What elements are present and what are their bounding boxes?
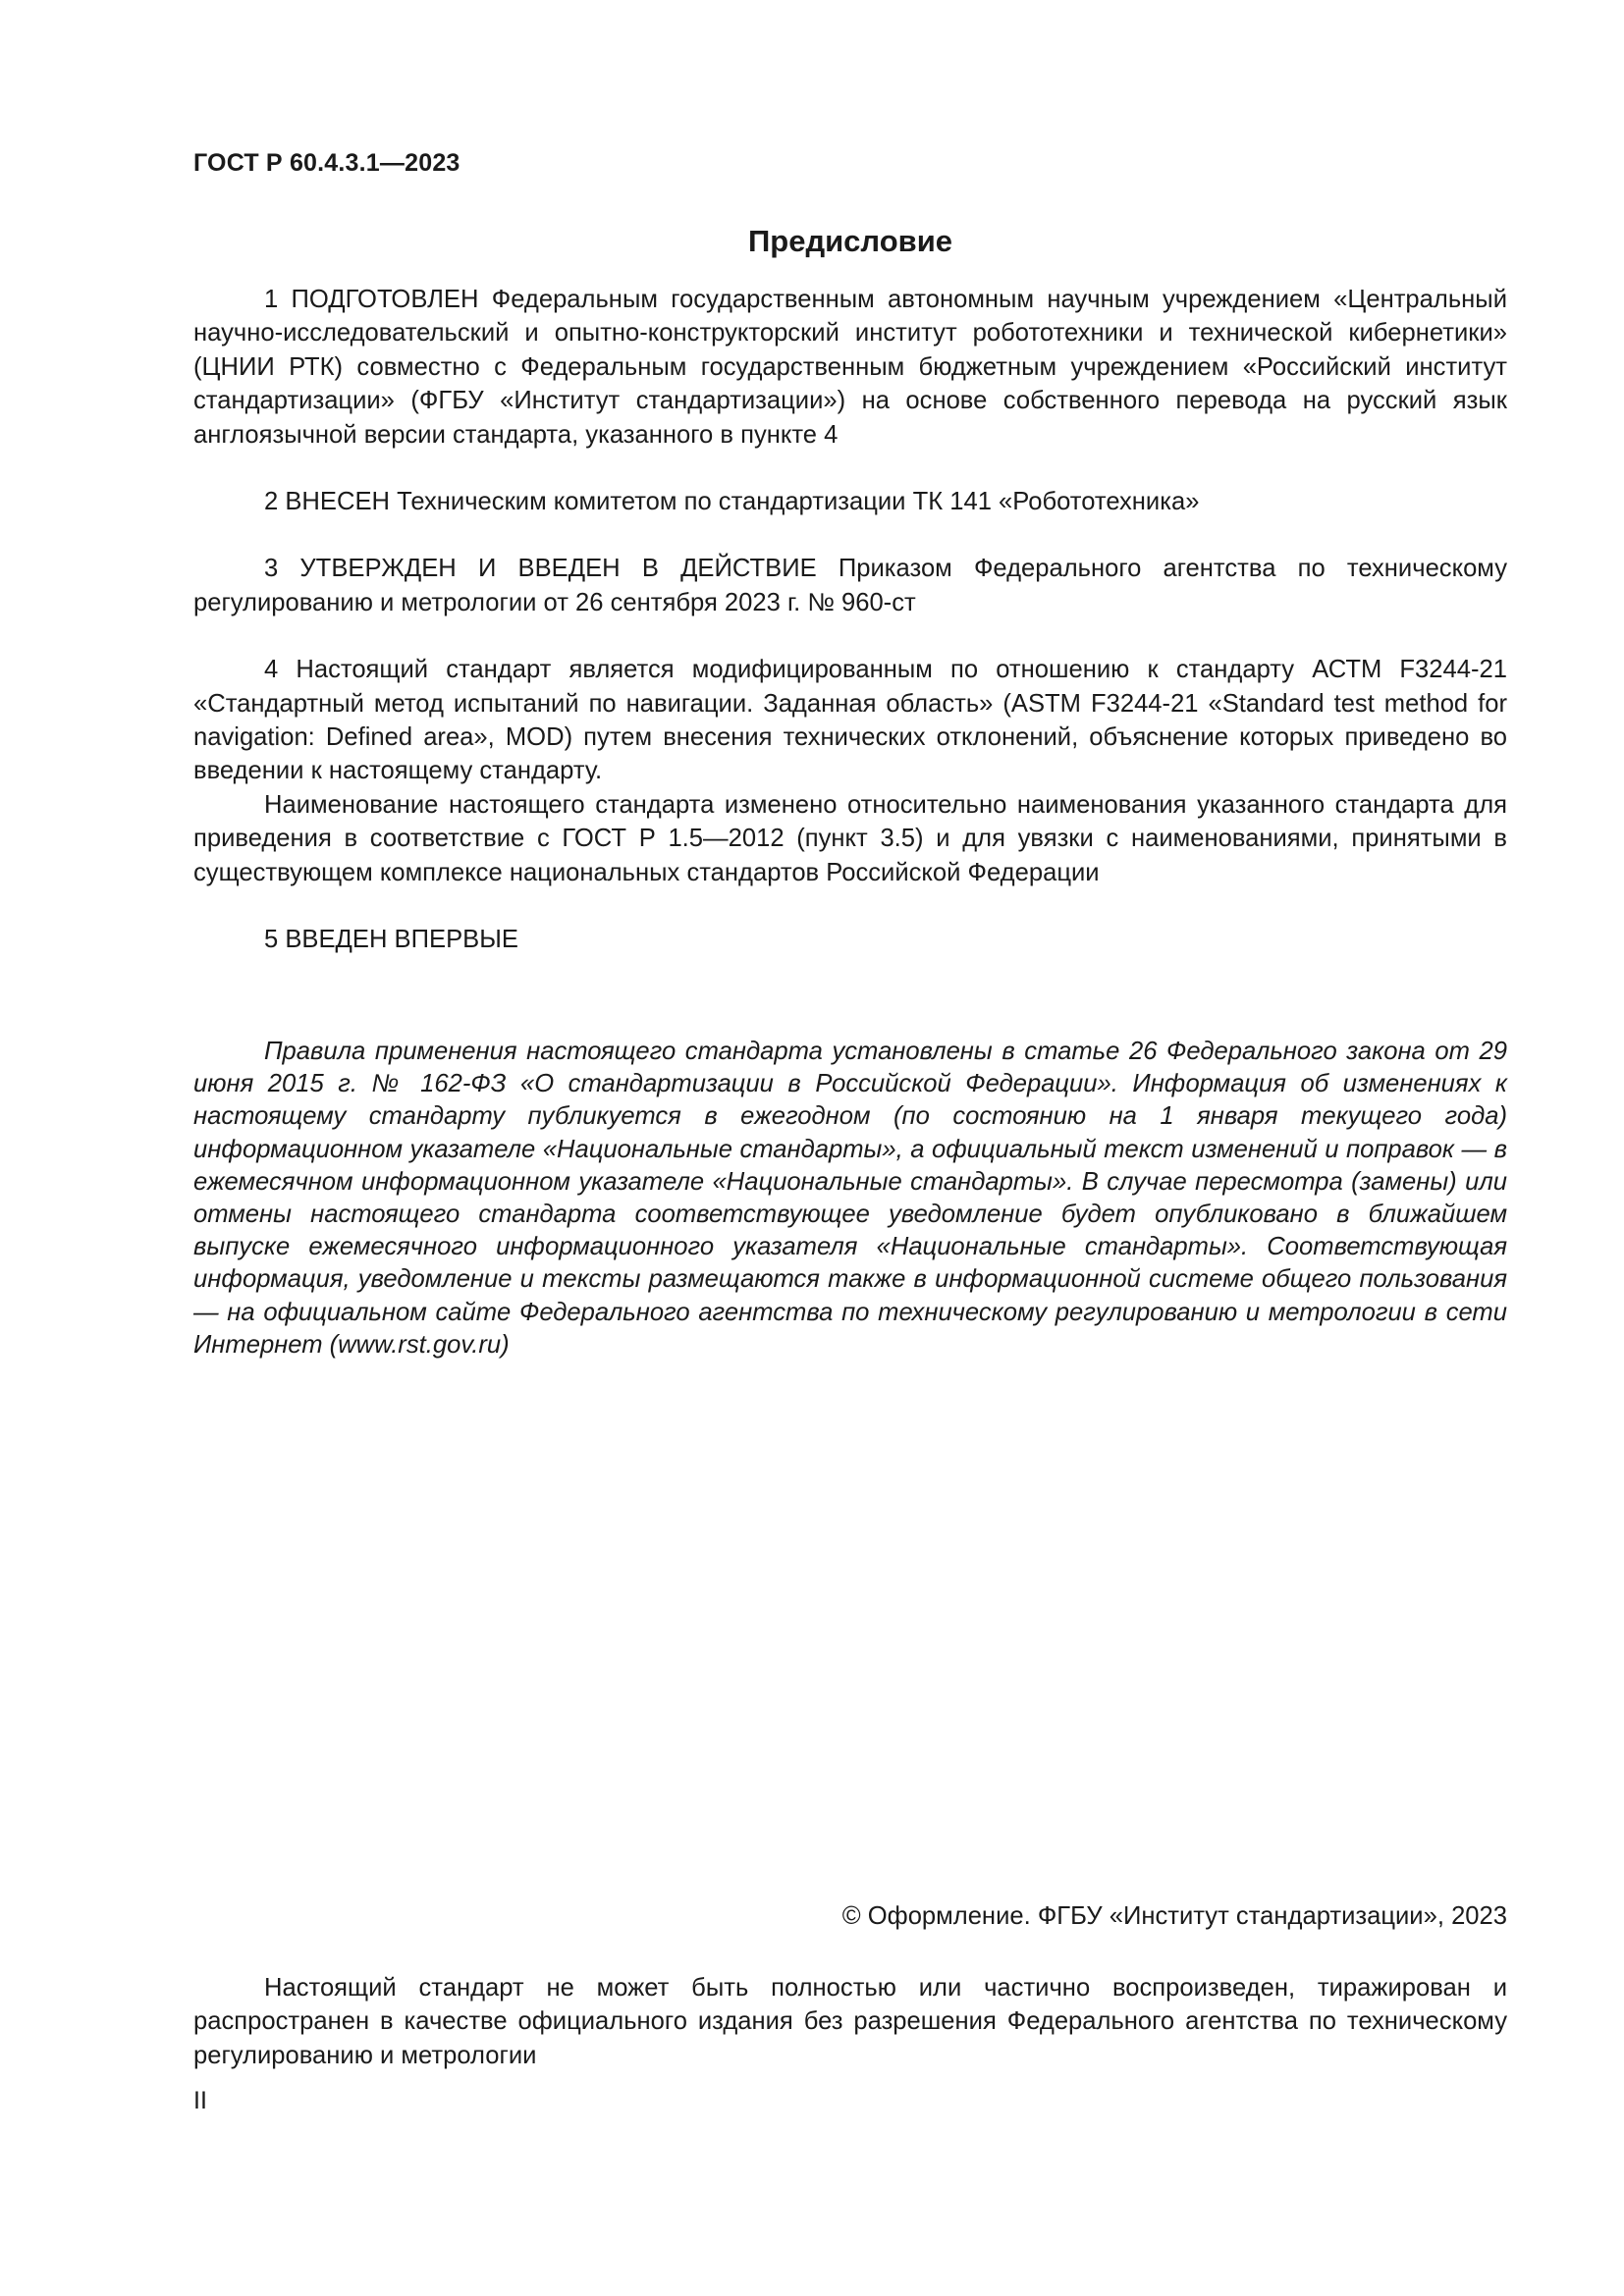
foreword-body	[193, 283, 1507, 957]
paragraph-name-change: Наименование настоящего стандарта изменено относительно наименования указанного стандарта для приведения в соответствие с ГОСТ Р 1.5—2012 (пункт 3.5) и для увязки с наименованиями, принятыми в существующем комплексе национальных стандартов Российской Федерации	[193, 790, 1507, 886]
page-number: II	[193, 2087, 207, 2114]
page-title: Предисловие	[747, 224, 952, 258]
paragraph-first-time: 5 ВВЕДЕН ВПЕРВЫЕ	[264, 926, 518, 954]
paragraph-introduced: 2 ВНЕСЕН Техническим комитетом по стандартизации ТК 141 «Робототехника»	[264, 488, 1200, 516]
paragraph-modified: 4 Настоящий стандарт является модифицированным по отношению к стандарту АСТМ F3244-21 «Стандартный метод испытаний по навигации. Заданная область» (ASTM F3244-21 «Standard test method for navigation: Defined area», MOD) путем внесения технических отклонений, объяснение которых приведено во введении к настоящему стандарту.	[193, 656, 1507, 785]
paragraph-approved: 3 УТВЕРЖДЕН И ВВЕДЕН В ДЕЙСТВИЕ Приказом Федерального агентства по техническому регулированию и метрологии от 26 сентября 2023 г. № 960-ст	[193, 555, 1507, 616]
reproduction-notice: Настоящий стандарт не может быть полностью или частично воспроизведен, тиражирован и распространен в качестве официального издания без разрешения Федерального агентства по техническому регулированию и метрологии	[193, 1974, 1507, 2069]
copyright-line: © Оформление. ФГБУ «Институт стандартизации», 2023	[841, 1902, 1507, 1930]
paragraph-prepared: 1 ПОДГОТОВЛЕН Федеральным государственным автономным научным учреждением «Центральный научно-исследовательский и опытно-конструкторский институт робототехники и технической кибернетики» (ЦНИИ РТК) совместно с Федеральным государственным бюджетным учреждением «Российский институт стандартизации» (ФГБУ «Институт стандартизации») на основе собственного перевода на русский язык англоязычной версии стандарта, указанного в пункте 4	[193, 286, 1507, 449]
document-code: ГОСТ Р 60.4.3.1—2023	[193, 149, 460, 177]
application-rules-notice: Правила применения настоящего стандарта установлены в статье 26 Федерального закона от 29 июня 2015 г. № 162-ФЗ «О стандартизации в Российской Федерации». Информация об изменениях к настоящему стандарту публикуется в ежегодном (по состоянию на 1 января текущего года) информационном указателе «Национальные стандарты», а официальный текст изменений и поправок — в ежемесячном информационном указателе «Национальные стандарты». В случае пересмотра (замены) или отмены настоящего стандарта соответствующее уведомление будет опубликовано в ближайшем выпуске ежемесячного информационного указателя «Национальные стандарты». Соответствующая информация, уведомление и тексты размещаются также в информационной системе общего пользования — на официальном сайте Федерального агентства по техническому регулированию и метрологии в сети Интернет (www.rst.gov.ru)	[193, 1038, 1507, 1359]
